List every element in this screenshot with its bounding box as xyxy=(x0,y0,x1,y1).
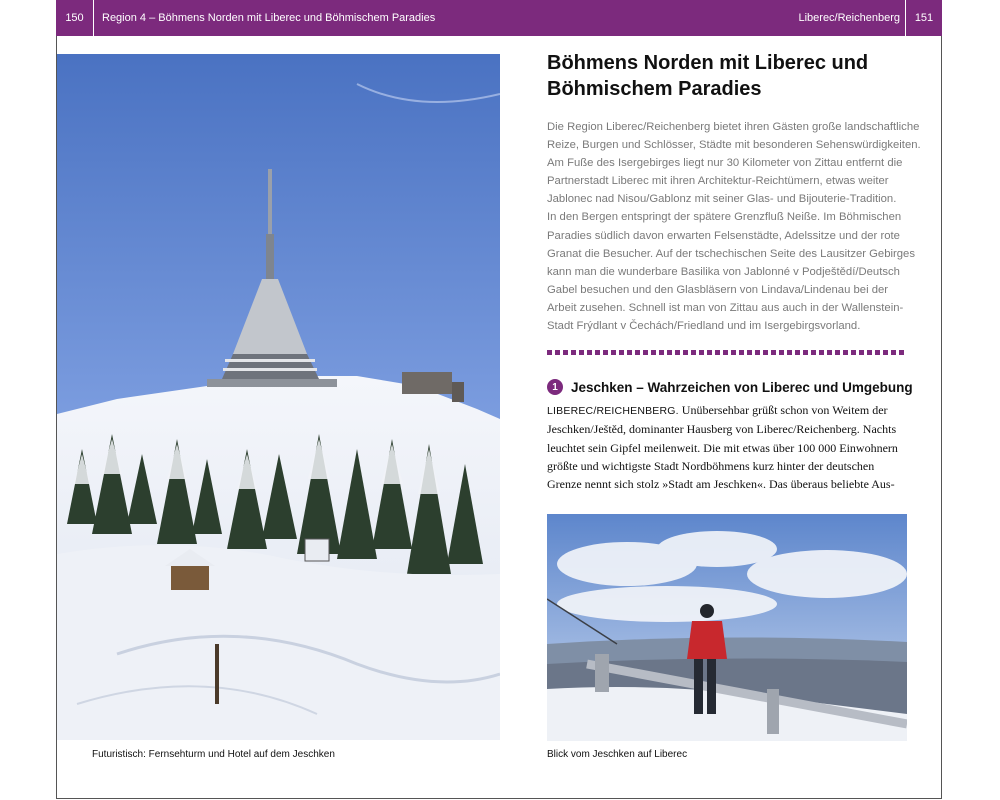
body-line: Jeschken/Ještěd, dominanter Hausberg von Liberec/Reichenberg. Nachts xyxy=(547,422,897,437)
section-body xyxy=(547,401,919,493)
article-title xyxy=(547,50,917,102)
intro-line: Partnerstadt Liberec mit ihren Architektur-Reichtümern, etwas weiter xyxy=(547,175,889,188)
title-line-2: Böhmischem Paradies xyxy=(547,78,762,100)
running-head-left: Region 4 – Böhmens Norden mit Liberec und Böhmischem Paradies xyxy=(102,12,436,24)
intro-line: Reize, Burgen und Schlösser, Städte mit besonderen Sehenswürdigkeiten. xyxy=(547,139,921,152)
caption-left: Futuristisch: Fernsehturm und Hotel auf dem Jeschken xyxy=(92,749,335,760)
intro-line: Arbeit zusehen. Schnell ist man von Zittau aus auch in der Wallenstein- xyxy=(547,301,904,314)
body-line-rest: Unübersehbar grüßt schon von Weitem der xyxy=(678,403,888,417)
section-heading-text: Jeschken – Wahrzeichen von Liberec und Umgebung xyxy=(571,379,913,395)
page-header xyxy=(56,0,942,36)
liberec-view-photo xyxy=(547,514,907,741)
caption-right: Blick vom Jeschken auf Liberec xyxy=(547,749,688,760)
intro-line: Granat die Besucher. Auf der tschechischen Seite des Lausitzer Gebirges xyxy=(547,247,915,260)
jested-tower-photo xyxy=(57,54,500,740)
section-heading xyxy=(547,379,913,395)
intro-line: Stadt Frýdlant v Čechách/Friedland und im Isergebirgsvorland. xyxy=(547,320,861,333)
intro-line: Gabel besuchen und den Glasbläsern von Lindava/Lindenau bei der xyxy=(547,283,889,296)
page-number-right: 151 xyxy=(905,0,942,36)
body-line xyxy=(547,401,919,420)
section-number-badge: 1 xyxy=(547,379,563,395)
dotted-divider xyxy=(547,350,907,355)
intro-line: Jablonec nad Nisou/Gablonz mit seiner Glas- und Bijouterie-Tradition. xyxy=(547,193,897,206)
intro-line: Die Region Liberec/Reichenberg bietet ihren Gästen große landschaftliche xyxy=(547,121,920,133)
intro-line: In den Bergen entspringt der spätere Grenzfluß Neiße. Im Böhmischen xyxy=(547,211,902,224)
intro-line: Paradies südlich davon erwarten Felsenstädte, Adelssitze und der rote xyxy=(547,229,900,242)
intro-line: kann man die wunderbare Basilika von Jablonné v Podještědí/Deutsch xyxy=(547,265,900,278)
running-head-right: Liberec/Reichenberg xyxy=(798,12,900,24)
title-line-1: Böhmens Norden mit Liberec und xyxy=(547,52,869,74)
place-label: LIBEREC/REICHENBERG. xyxy=(547,405,679,417)
body-line: größte und wichtigste Stadt Nordböhmens kurz hinter der deutschen xyxy=(547,458,875,473)
intro-line: Am Fuße des Isergebirges liegt nur 30 Kilometer von Zittau entfernt die xyxy=(547,157,903,170)
page-number-left: 150 xyxy=(56,0,94,36)
body-line: Grenze nennt sich stolz »Stadt am Jeschken«. Das überaus beliebte Aus- xyxy=(547,477,895,492)
body-line: leuchtet sein Gipfel meilenweit. Die mit etwas über 100 000 Einwohnern xyxy=(547,440,898,455)
intro-paragraph xyxy=(547,118,919,335)
